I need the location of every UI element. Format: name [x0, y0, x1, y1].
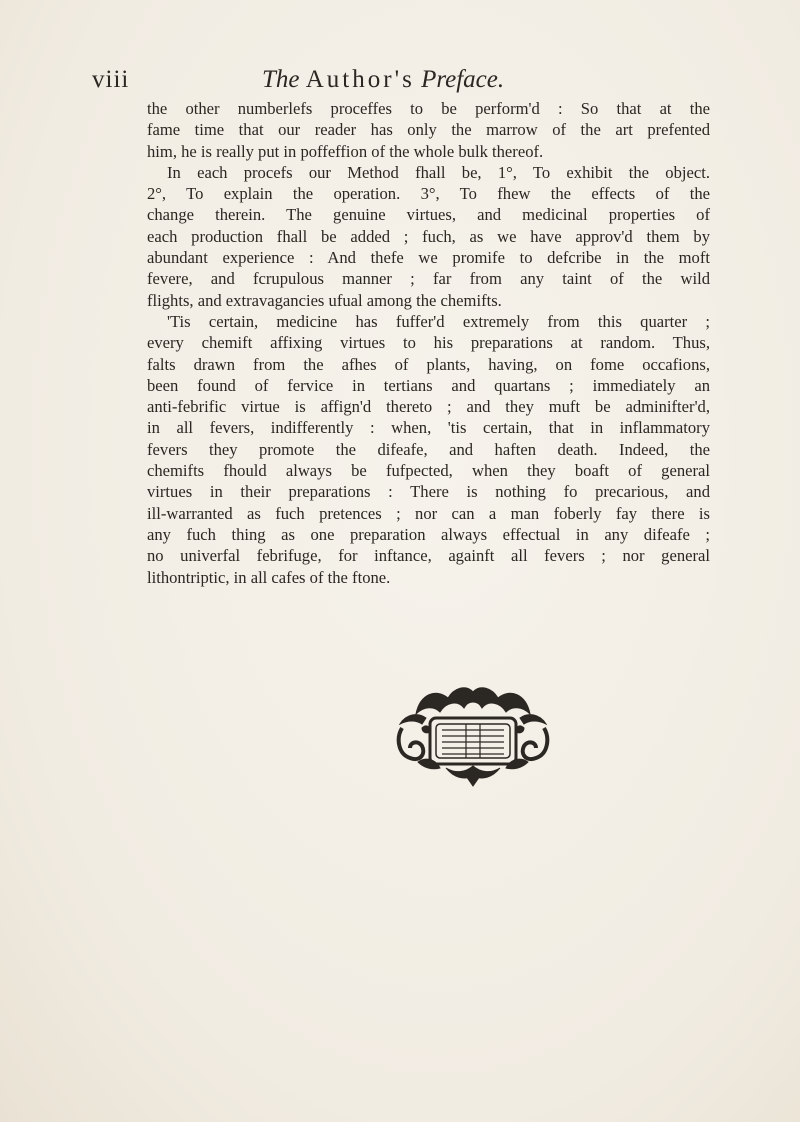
running-title-author: Author's [305, 66, 415, 93]
text-line: been found of fervice in tertians and quartans ; immediately an [147, 375, 710, 395]
running-title-the: The [262, 66, 300, 93]
text-line: no univerfal febrifuge, for inftance, againft all fevers ; nor general [147, 546, 710, 566]
page-header [92, 66, 712, 96]
text-line: anti-febrific virtue is affign'd thereto ; and they muft be adminifter'd, [147, 397, 710, 417]
text-line: flights, and extravagancies ufual among the chemifts. [147, 290, 502, 310]
body-text [147, 98, 710, 588]
text-line: lithontriptic, in all cafes of the ftone. [147, 567, 391, 587]
running-title-preface: Preface. [421, 66, 505, 93]
text-line: chemifts fhould always be fufpected, when they boaft of general [147, 461, 710, 481]
text-line: the other numberlefs proceffes to be perform'd : So that at the [147, 99, 710, 118]
text-line: change therein. The genuine virtues, and medicinal properties of [147, 205, 710, 225]
text-line: every chemift affixing virtues to his preparations at random. Thus, [147, 333, 710, 353]
text-line: 'Tis certain, medicine has fuffer'd extremely from this quarter ; [167, 311, 710, 331]
text-line: 2°, To explain the operation. 3°, To fhew the effects of the [147, 184, 710, 204]
running-title [262, 66, 504, 94]
text-line: abundant experience : And thefe we promife to defcribe in the moft [147, 248, 710, 268]
ornament-tailpiece-icon [396, 684, 550, 788]
text-line: each production fhall be added ; fuch, as we have approv'd them by [147, 226, 710, 246]
page-number: viii [92, 66, 130, 93]
text-line: virtues in their preparations : There is nothing fo precarious, and [147, 482, 710, 502]
text-line: in all fevers, indifferently : when, 'tis certain, that in inflammatory [147, 418, 710, 438]
text-line: fevere, and fcrupulous manner ; far from any taint of the wild [147, 269, 710, 289]
text-line: fame time that our reader has only the marrow of the art prefented [147, 120, 710, 140]
text-line: falts drawn from the afhes of plants, having, on fome occafions, [147, 354, 710, 374]
text-line: ill-warranted as fuch pretences ; nor can a man foberly fay there is [147, 503, 710, 523]
text-line: him, he is really put in poffeffion of the whole bulk thereof. [147, 141, 544, 161]
text-line: fevers they promote the difeafe, and haften death. Indeed, the [147, 439, 710, 459]
text-line: In each procefs our Method fhall be, 1°, To exhibit the object. [167, 162, 710, 182]
text-line: any fuch thing as one preparation always effectual in any difeafe ; [147, 524, 710, 544]
